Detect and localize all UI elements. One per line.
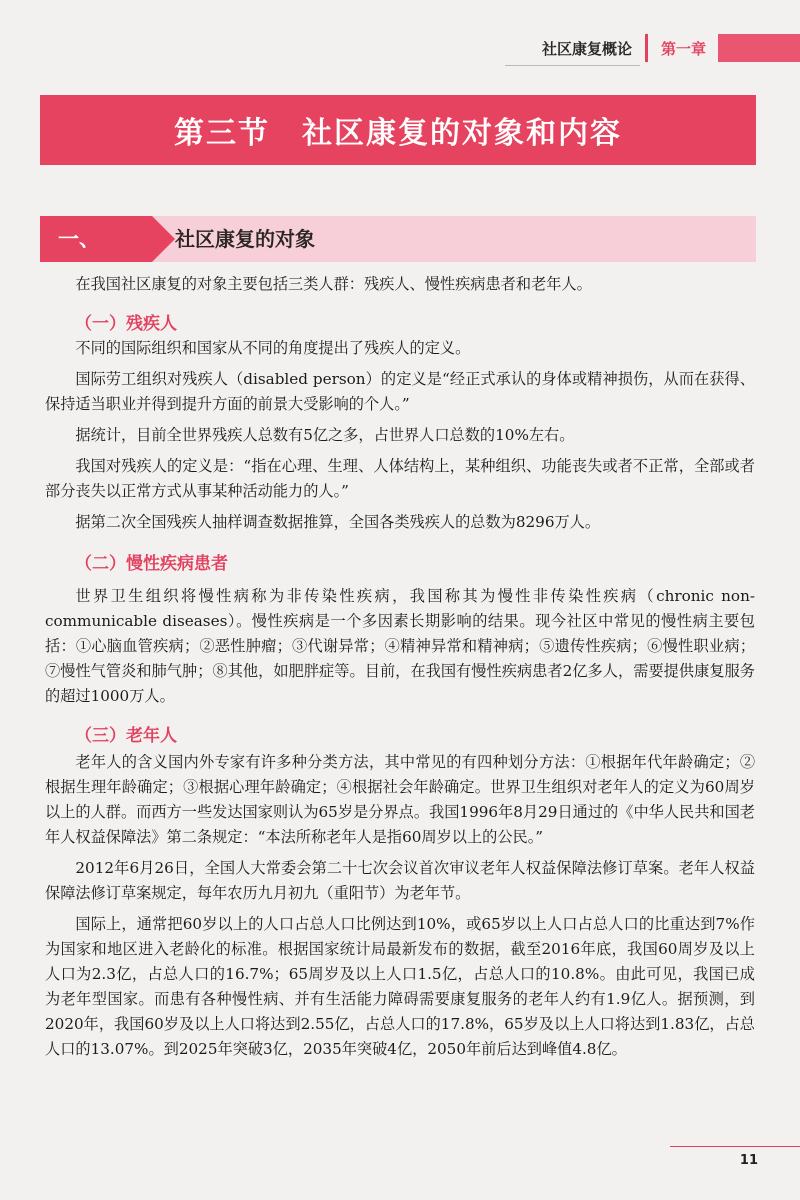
section-title: 第三节 社区康复的对象和内容 xyxy=(174,116,622,151)
paragraph: 国际劳工组织对残疾人（disabled person）的定义是“经正式承认的身体或精神损伤，从而在获得、保持适当职业并得到提升方面的前景大受影响的个人。” xyxy=(45,370,755,413)
part-title: 社区康复的对象 xyxy=(175,227,315,251)
header-accent-block xyxy=(718,34,800,62)
paragraph: 世界卫生组织将慢性病称为非传染性疾病，我国称其为慢性非传染性疾病（chronic non-communicable diseases）。慢性疾病是一个多因素长期影响的结果。现今社区中常见的慢性病主要包括：①心脑血管疾病；②恶性肿瘤；③代谢异常；④精神异常和精神病；⑤遗传性疾病；⑥慢性职业病；⑦慢性气管炎和肺气肿；⑧其他，如肥胖症等。目前，在我国有慢性疾病患者2亿多人，需要提供康复服务的超过1000万人。 xyxy=(45,587,755,705)
paragraph: 老年人的含义国内外专家有许多种分类方法，其中常见的有四种划分方法：①根据年代年龄确定；②根据生理年龄确定；③根据心理年龄确定；④根据社会年龄确定。世界卫生组织对老年人的定义为60周岁以上的人群。而西方一些发达国家则认为65岁是分界点。我国1996年8月29日通过的《中华人民共和国老年人权益保障法》第二条规定：“本法所称老年人是指60周岁以上的公民。” xyxy=(45,753,755,846)
running-header xyxy=(0,34,800,70)
paragraph: 据统计，目前全世界残疾人总数有5亿之多，占世界人口总数的10%左右。 xyxy=(75,426,575,444)
chapter-label: 第一章 xyxy=(660,40,706,58)
header-divider xyxy=(645,34,648,62)
section-banner xyxy=(40,95,756,165)
body-text xyxy=(45,270,755,1062)
subheading-chronic: （二）慢性疾病患者 xyxy=(75,554,228,574)
part-heading xyxy=(40,216,756,262)
paragraph: 国际上，通常把60岁以上的人口占总人口比例达到10%，或65岁以上人口占总人口的比重达到7%作为国家和地区进入老龄化的标准。根据国家统计局最新发布的数据，截至2016年底，我国60周岁及以上人口为2.3亿，占总人口的16.7%；65周岁及以上人口1.5亿，占总人口的10.8%。由此可见，我国已成为老年型国家。而患有各种慢性病、并有生活能力障碍需要康复服务的老年人约有1.9亿人。据预测，到2020年，我国60岁及以上人口将达到2.55亿，占总人口的17.8%，65岁及以上人口将达到1.83亿，占总人口的13.07%。到2025年突破3亿，2035年突破4亿，2050年前后达到峰值4.8亿。 xyxy=(45,915,755,1058)
page-number: 11 xyxy=(739,1153,758,1168)
header-rule xyxy=(505,65,640,66)
paragraph: 据第二次全国残疾人抽样调查数据推算，全国各类残疾人的总数为8296万人。 xyxy=(75,513,601,531)
footer-rule xyxy=(670,1146,800,1147)
part-number: 一、 xyxy=(40,216,152,262)
book-title: 社区康复概论 xyxy=(541,40,632,58)
paragraph: 2012年6月26日，全国人大常委会第二十七次会议首次审议老年人权益保障法修订草案。老年人权益保障法修订草案规定，每年农历九月初九（重阳节）为老年节。 xyxy=(45,859,755,902)
paragraph: 不同的国际组织和国家从不同的角度提出了残疾人的定义。 xyxy=(75,339,471,357)
subheading-elderly: （三）老年人 xyxy=(75,726,177,746)
subheading-disabled: （一）残疾人 xyxy=(75,314,177,334)
intro-paragraph: 在我国社区康复的对象主要包括三类人群：残疾人、慢性疾病患者和老年人。 xyxy=(75,275,592,293)
paragraph: 我国对残疾人的定义是：“指在心理、生理、人体结构上，某种组织、功能丧失或者不正常，全部或者部分丧失以正常方式从事某种活动能力的人。” xyxy=(45,457,755,500)
